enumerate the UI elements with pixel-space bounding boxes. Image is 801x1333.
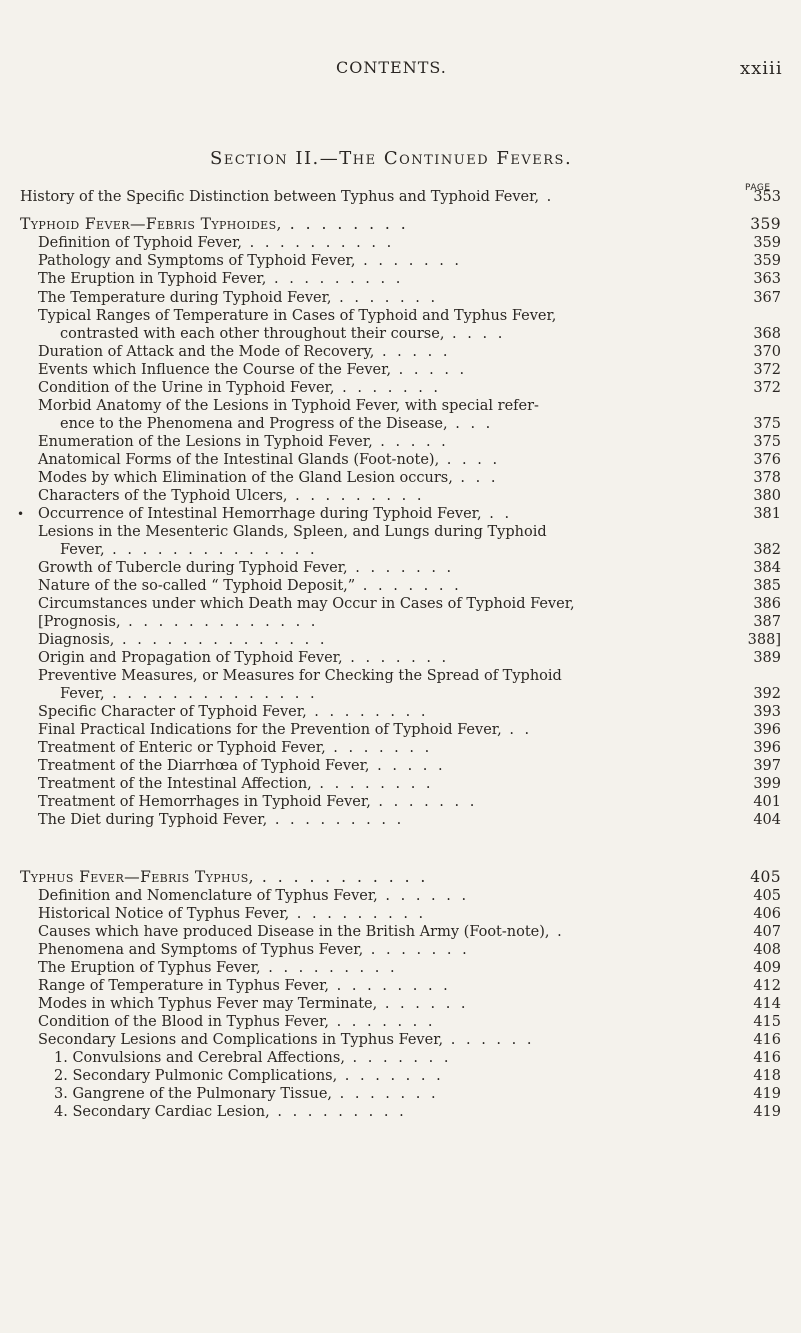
dot-leader: . . . . . . . . . — [287, 488, 425, 504]
entry-title: Phenomena and Symptoms of Typhus Fever, — [38, 942, 364, 958]
contents-entry — [38, 887, 801, 905]
contents-entry — [38, 959, 801, 977]
entry-page-number: 359 — [753, 253, 781, 269]
entry-page-number: 396 — [753, 740, 781, 756]
contents-entry — [38, 757, 801, 775]
entry-page-number: 385 — [753, 578, 781, 594]
dot-leader: . . . . — [439, 452, 501, 468]
contents-entry — [38, 905, 801, 923]
entry-page-number: 405 — [753, 888, 781, 904]
contents-entry — [38, 487, 801, 505]
dot-leader: . . . . . . — [443, 1032, 535, 1048]
contents-entry — [38, 667, 801, 685]
dot-leader: . . . . . . . — [332, 1086, 439, 1102]
entry-page-number: 359 — [750, 215, 781, 233]
page-folio: xxiii — [740, 58, 783, 79]
contents-entry — [54, 1103, 801, 1121]
entry-page-number: 396 — [753, 722, 781, 738]
dot-leader: . . . . . — [374, 344, 451, 360]
dot-leader: . . . . . . . — [344, 1050, 452, 1066]
entry-title: Preventive Measures, or Measures for Checking the Spread of Typhoid — [38, 668, 562, 684]
entry-title: Historical Notice of Typhus Fever, — [38, 906, 290, 922]
contents-entry — [38, 649, 801, 667]
dot-leader: . — [539, 189, 555, 205]
dot-leader: . . . . . . . — [328, 1014, 436, 1030]
dot-leader: . . . . . . — [377, 996, 469, 1012]
entry-title: Condition of the Blood in Typhus Fever, — [38, 1014, 329, 1030]
contents-entry — [38, 361, 801, 379]
entry-page-number: 416 — [753, 1032, 781, 1048]
entry-title: Treatment of the Intestinal Affection, — [38, 776, 312, 792]
contents-entry — [38, 307, 801, 325]
entry-title: The Diet during Typhoid Fever, — [38, 812, 268, 828]
contents-entry — [38, 775, 801, 793]
entry-title: Diagnosis, — [38, 632, 115, 648]
dot-leader: . . . . . . . . . . . . . . — [104, 686, 318, 702]
dot-leader: . . — [481, 506, 513, 522]
section-heading: Section II.—The Continued Fevers. — [210, 148, 573, 169]
entry-title: Fever, — [60, 542, 105, 558]
contents-entry — [38, 595, 801, 613]
page-column-label: PAGE — [745, 183, 771, 193]
contents-entry — [20, 188, 801, 206]
contents-entry — [38, 523, 801, 541]
contents-entry — [38, 577, 801, 595]
entry-page-number: 406 — [753, 906, 781, 922]
entry-title: 4. Secondary Cardiac Lesion, — [54, 1104, 270, 1120]
entry-title: Definition of Typhoid Fever, — [38, 235, 243, 251]
entry-title: Secondary Lesions and Complications in Typhus Fever, — [38, 1032, 444, 1048]
entry-title: The Eruption in Typhoid Fever, — [38, 271, 267, 287]
entry-title: Nature of the so-called “ Typhoid Deposit,” — [38, 578, 356, 594]
entry-page-number: 399 — [753, 776, 781, 792]
entry-page-number: 389 — [753, 650, 781, 666]
dot-leader: . . . . — [444, 326, 506, 342]
entry-title: Occurrence of Intestinal Hemorrhage during Typhoid Fever, — [38, 506, 482, 522]
entry-title: Condition of the Urine in Typhoid Fever, — [38, 380, 335, 396]
entry-page-number: 387 — [753, 614, 781, 630]
entry-title: Fever, — [60, 686, 105, 702]
entry-page-number: 386 — [753, 596, 781, 612]
contents-entry — [60, 541, 801, 559]
contents-entry — [38, 995, 801, 1013]
entry-title: Treatment of Hemorrhages in Typhoid Fever, — [38, 794, 371, 810]
entry-title: Modes in which Typhus Fever may Terminate, — [38, 996, 378, 1012]
contents-entry — [38, 234, 801, 252]
entry-page-number: 397 — [753, 758, 781, 774]
entry-page-number: 380 — [753, 488, 781, 504]
contents-entry — [60, 415, 801, 433]
contents-entry — [38, 469, 801, 487]
contents-entry — [54, 1085, 801, 1103]
entry-title: ence to the Phenomena and Progress of the Disease, — [60, 416, 448, 432]
entry-title: Treatment of the Diarrhœa of Typhoid Fever, — [38, 758, 370, 774]
entry-page-number: 405 — [750, 868, 781, 886]
contents-entry — [38, 793, 801, 811]
contents-entry — [38, 923, 801, 941]
dot-leader: . . . . . . . . . . . . . — [120, 614, 319, 630]
contents-entry — [38, 252, 801, 270]
entry-page-number: 416 — [753, 1050, 781, 1066]
contents-entry — [60, 325, 801, 343]
dot-leader: . . . . . . . . . — [266, 271, 404, 287]
contents-entry — [38, 397, 801, 415]
entry-page-number: 419 — [753, 1086, 781, 1102]
entry-title: Events which Influence the Course of the Fever, — [38, 362, 392, 378]
dot-leader: . . . — [447, 416, 494, 432]
margin-mark-icon: • — [17, 507, 25, 521]
dot-leader: . . . . . . . — [334, 380, 442, 396]
dot-leader: . . . . . . . — [355, 578, 462, 594]
entry-page-number: 376 — [753, 452, 781, 468]
entry-page-number: 372 — [753, 380, 781, 396]
entry-title: The Temperature during Typhoid Fever, — [38, 290, 332, 306]
contents-entry — [38, 703, 801, 721]
entry-page-number: 407 — [753, 924, 781, 940]
contents-entry — [38, 811, 801, 829]
contents-entry — [17, 505, 801, 523]
dot-leader: . . . . . . . — [347, 560, 455, 576]
dot-leader: . . . . . — [372, 434, 449, 450]
dot-leader: . . . . . . . . . . . . . . — [114, 632, 328, 648]
dot-leader: . . . . . . . . — [306, 704, 429, 720]
entry-title: Range of Temperature in Typhus Fever, — [38, 978, 330, 994]
dot-leader: . . . . . . . — [337, 1068, 444, 1084]
contents-entry — [38, 977, 801, 995]
running-head — [0, 58, 801, 82]
entry-page-number: 359 — [753, 235, 781, 251]
entry-title: Modes by which Elimination of the Gland Lesion occurs, — [38, 470, 453, 486]
dot-leader: . . . . . . . — [342, 650, 450, 666]
entry-page-number: 404 — [753, 812, 781, 828]
entry-page-number: 415 — [753, 1014, 781, 1030]
entry-title: Treatment of Enteric or Typhoid Fever, — [38, 740, 326, 756]
contents-section-heading — [20, 868, 801, 886]
entry-page-number: 401 — [753, 794, 781, 810]
dot-leader: . — [549, 924, 565, 940]
entry-page-number: 372 — [753, 362, 781, 378]
dot-leader: . . . . . . . — [363, 942, 470, 958]
contents-entry — [38, 1013, 801, 1031]
dot-leader: . . — [501, 722, 533, 738]
contents-entry — [60, 685, 801, 703]
entry-page-number: 393 — [753, 704, 781, 720]
entry-title: History of the Specific Distinction between Typhus and Typhoid Fever, — [20, 189, 540, 205]
entry-title: Specific Character of Typhoid Fever, — [38, 704, 307, 720]
contents-entry — [38, 379, 801, 397]
entry-title: The Eruption of Typhus Fever, — [38, 960, 261, 976]
entry-title: Pathology and Symptoms of Typhoid Fever, — [38, 253, 356, 269]
running-head-title: CONTENTS. — [336, 58, 447, 77]
dot-leader: . . . . . . . . . — [269, 1104, 407, 1120]
contents-entry — [38, 451, 801, 469]
entry-page-number: 388] — [747, 632, 781, 648]
contents-entry — [38, 559, 801, 577]
entry-title: Typical Ranges of Temperature in Cases of Typhoid and Typhus Fever, — [38, 308, 557, 324]
entry-title: Causes which have produced Disease in the British Army (Foot-note), — [38, 924, 550, 940]
entry-page-number: 408 — [753, 942, 781, 958]
entry-title: Definition and Nomenclature of Typhus Fever, — [38, 888, 378, 904]
entry-title: Growth of Tubercle during Typhoid Fever, — [38, 560, 348, 576]
contents-entry — [38, 433, 801, 451]
contents-entry — [38, 613, 801, 631]
entry-page-number: 382 — [753, 542, 781, 558]
entry-title: Anatomical Forms of the Intestinal Glands (Foot-note), — [38, 452, 440, 468]
dot-leader: . . . . . . . . — [329, 978, 451, 994]
contents-entry — [54, 1067, 801, 1085]
entry-title: Lesions in the Mesenteric Glands, Spleen, and Lungs during Typhoid — [38, 524, 547, 540]
dot-leader: . . . . . . . . . — [289, 906, 427, 922]
dot-leader: . . . . . . . — [355, 253, 463, 269]
entry-page-number: 392 — [753, 686, 781, 702]
dot-leader: . . . . . . . . — [311, 776, 434, 792]
contents-entry — [38, 1031, 801, 1049]
entry-page-number: 370 — [753, 344, 781, 360]
dot-leader: . . . . . . . . . — [260, 960, 398, 976]
dot-leader: . . . . . . . . . . . — [253, 868, 429, 886]
entry-page-number: 381 — [753, 506, 781, 522]
entry-page-number: 419 — [753, 1104, 781, 1120]
dot-leader: . . . . . . . — [331, 290, 439, 306]
dot-leader: . . . . . . . . — [281, 215, 409, 233]
entry-title: Typhoid Fever—Febris Typhoides, — [20, 215, 282, 233]
entry-title: Duration of Attack and the Mode of Recovery, — [38, 344, 375, 360]
entry-title: 1. Convulsions and Cerebral Affections, — [54, 1050, 345, 1066]
entry-title: contrasted with each other throughout their course, — [60, 326, 445, 342]
contents-entry — [54, 1049, 801, 1067]
entry-title: 2. Secondary Pulmonic Complications, — [54, 1068, 338, 1084]
entry-title: Final Practical Indications for the Prevention of Typhoid Fever, — [38, 722, 502, 738]
contents-entry — [38, 343, 801, 361]
entry-title: Characters of the Typhoid Ulcers, — [38, 488, 288, 504]
dot-leader: . . . . . . . — [325, 740, 433, 756]
dot-leader: . . . . . — [391, 362, 468, 378]
entry-page-number: 367 — [753, 290, 781, 306]
entry-page-number: 375 — [753, 416, 781, 432]
dot-leader: . . . . . . — [377, 888, 470, 904]
entry-page-number: 412 — [753, 978, 781, 994]
dot-leader: . . . . . — [369, 758, 446, 774]
contents-section-heading — [20, 215, 801, 233]
contents-entry — [38, 289, 801, 307]
entry-page-number: 375 — [753, 434, 781, 450]
entry-title: [Prognosis, — [38, 614, 121, 630]
entry-title: Origin and Propagation of Typhoid Fever, — [38, 650, 343, 666]
entry-page-number: 384 — [753, 560, 781, 576]
contents-entry — [38, 739, 801, 757]
entry-page-number: 378 — [753, 470, 781, 486]
entry-title: Morbid Anatomy of the Lesions in Typhoid Fever, with special refer- — [38, 398, 539, 414]
entry-page-number: 368 — [753, 326, 781, 342]
entry-page-number: 363 — [753, 271, 781, 287]
dot-leader: . . . . . . . . . . — [242, 235, 395, 251]
contents-entry — [38, 721, 801, 739]
contents-entry — [38, 941, 801, 959]
entry-page-number: 414 — [753, 996, 781, 1012]
dot-leader: . . . — [452, 470, 499, 486]
entry-title: Typhus Fever—Febris Typhus, — [20, 868, 254, 886]
contents-entry — [38, 270, 801, 288]
entry-page-number: 409 — [753, 960, 781, 976]
entry-title: Circumstances under which Death may Occur in Cases of Typhoid Fever, — [38, 596, 575, 612]
entry-page-number: 418 — [753, 1068, 781, 1084]
contents-entry — [38, 631, 801, 649]
dot-leader: . . . . . . . . . . . . . . — [104, 542, 318, 558]
entry-page-number: 353 — [753, 189, 781, 205]
dot-leader: . . . . . . . . . — [267, 812, 405, 828]
dot-leader: . . . . . . . — [370, 794, 478, 810]
entry-title: Enumeration of the Lesions in Typhoid Fever, — [38, 434, 373, 450]
entry-title: 3. Gangrene of the Pulmonary Tissue, — [54, 1086, 333, 1102]
